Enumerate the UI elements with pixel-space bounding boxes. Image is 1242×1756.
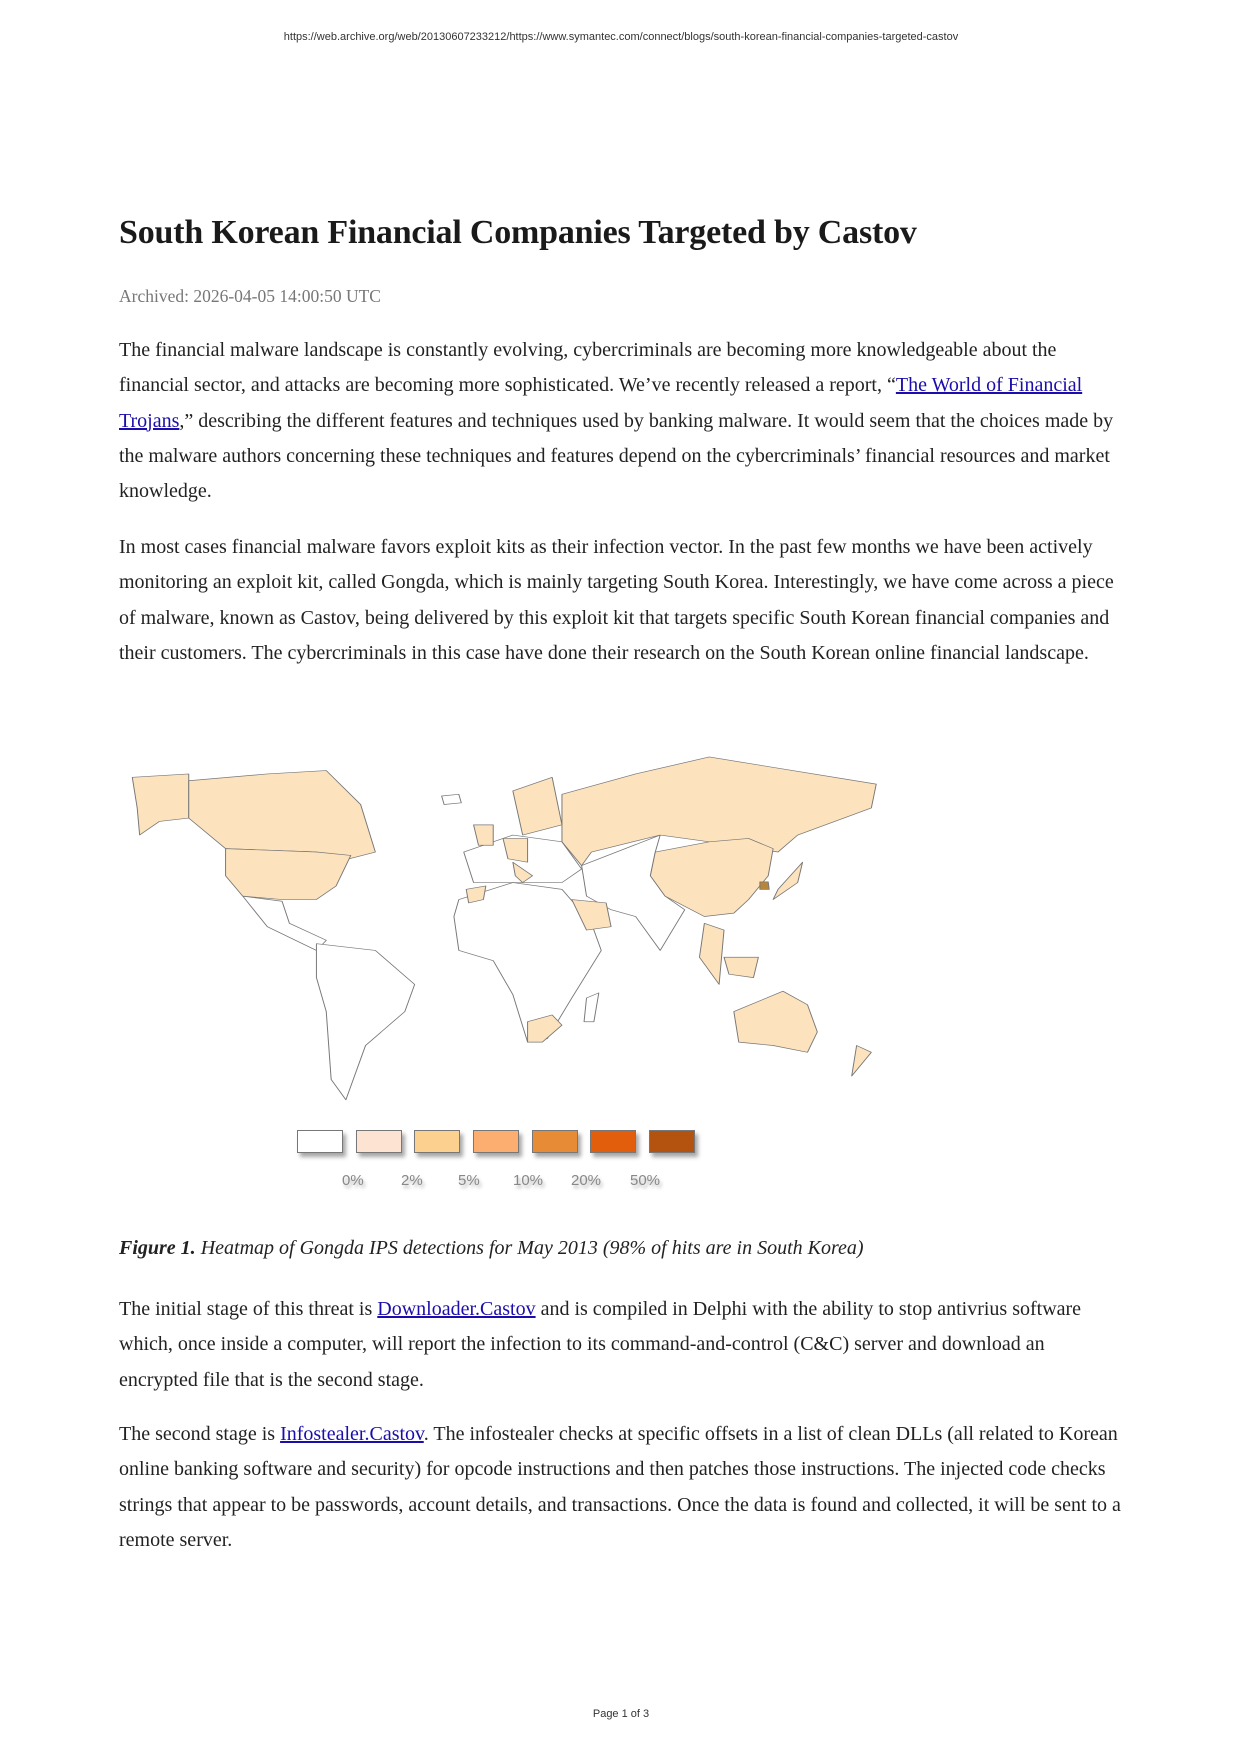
legend-swatch: [649, 1130, 695, 1153]
map-japan: [773, 862, 802, 899]
map-iceland: [442, 794, 462, 804]
map-usa: [226, 849, 351, 900]
legend-swatch: [473, 1130, 519, 1153]
paragraph-intro: [119, 333, 1124, 509]
source-url: https://web.archive.org/web/20130607233212/https://www.symantec.com/connect/blogs/south-korean-financial-companies-targeted-castov: [283, 31, 959, 43]
page-title: South Korean Financial Companies Targeted by Castov: [119, 214, 917, 251]
legend-swatch: [414, 1130, 460, 1153]
page-number: Page 1 of 3: [592, 1708, 650, 1720]
caption-label: Figure 1.: [119, 1237, 196, 1259]
world-of-financial-trojans-link[interactable]: The World of Financial Trojans: [119, 374, 1083, 432]
legend-label: 0%: [342, 1172, 364, 1189]
caption-text: Heatmap of Gongda IPS detections for May 2013 (98% of hits are in South Korea): [195, 1237, 864, 1259]
paragraph-gongda: In most cases financial malware favors exploit kits as their infection vector. In the past few months we have been actively monitoring an exploit kit, called Gongda, which is mainly targeting South Korea. Interestingly, we have come across a piece of malware, known as Castov, being delivered by this exploit kit that targets specific South Korean financial companies and their customers. The cybercriminals in this case have done their research on the South Korean online financial landscape.: [119, 536, 1114, 664]
map-indonesia: [724, 957, 758, 977]
legend-label: 50%: [630, 1172, 661, 1189]
legend-label: 5%: [458, 1172, 480, 1189]
text: . The infostealer checks at specific offsets in a list of clean DLLs (all related to Korean online banking software and security) for opcode instructions and then patches those instructions. The injected code checks strings that appear to be passwords, account details, and transactions. Once the data is found and collected, it will be sent to a remote server.: [119, 1423, 1121, 1551]
world-heatmap: [120, 740, 890, 1110]
map-new-zealand: [852, 1046, 872, 1077]
map-australia: [734, 991, 817, 1052]
legend-swatch: [297, 1130, 343, 1153]
paragraph-downloader: [119, 1292, 1124, 1398]
text: ,” describing the different features and techniques used by banking malware. It would seem that the choices made by the malware authors concerning these techniques and features depend on the cybercriminals’ financial resources and market knowledge.: [119, 409, 1114, 503]
infostealer-castov-link[interactable]: Infostealer.Castov: [280, 1423, 424, 1445]
map-scandinavia: [513, 777, 562, 835]
map-south-korea: [760, 882, 769, 889]
map-madagascar: [584, 993, 599, 1022]
map-canada: [189, 771, 376, 863]
legend-swatch: [356, 1130, 402, 1153]
text: The initial stage of this threat is: [119, 1298, 378, 1320]
map-alaska: [132, 774, 188, 835]
legend-swatch: [590, 1130, 636, 1153]
figure-caption: [119, 1237, 864, 1260]
archived-timestamp: Archived: 2026-04-05 14:00:50 UTC: [119, 286, 381, 306]
legend-label: 20%: [571, 1172, 602, 1189]
map-south-america: [316, 944, 414, 1100]
text: The financial malware landscape is constantly evolving, cybercriminals are becoming more knowledgeable about the financial sector, and attacks are becoming more sophisticated. We’ve recently released a report, “: [119, 339, 1057, 397]
text: and is compiled in Delphi with the ability to stop antivrius software which, once inside a computer, will report the infection to its command-and-control (C&C) server and download an encrypted file that is the second stage.: [119, 1298, 1082, 1391]
map-central-america: [243, 896, 326, 950]
text: The second stage is: [119, 1423, 281, 1445]
paragraph-infostealer: [119, 1417, 1124, 1558]
map-uk: [474, 825, 494, 845]
downloader-castov-link[interactable]: Downloader.Castov: [377, 1298, 536, 1320]
legend-label: 2%: [401, 1172, 423, 1189]
legend-label: 10%: [513, 1172, 544, 1189]
map-se-asia: [699, 923, 724, 984]
legend-swatch: [532, 1130, 578, 1153]
